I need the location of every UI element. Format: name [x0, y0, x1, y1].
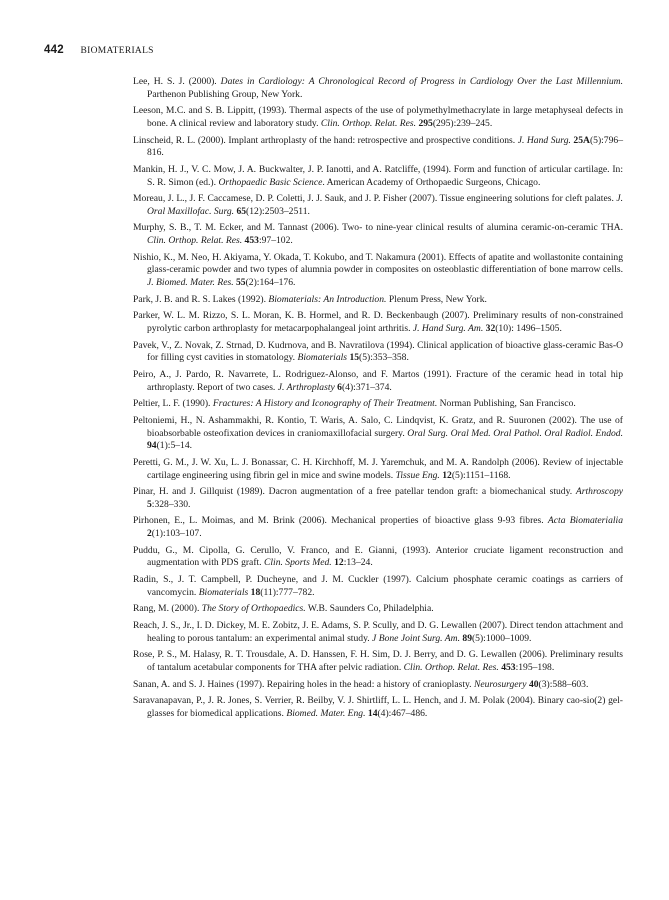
reference-text: (4):467–486.	[377, 707, 428, 719]
reference-title: Clin. Sports Med.	[263, 557, 332, 569]
reference-text: (5):1000–1009.	[471, 632, 532, 644]
reference-entry	[133, 679, 623, 692]
reference-title: Tissue Eng.	[395, 469, 440, 481]
reference-title: Biomaterials	[198, 586, 249, 598]
reference-text: (12):2503–2511.	[246, 205, 310, 217]
reference-entry	[133, 486, 623, 511]
reference-text: (11):777–782.	[260, 586, 315, 598]
reference-title: J. Oral Maxillofac. Surg.	[147, 193, 623, 217]
reference-title: Arthroscopy	[575, 486, 623, 498]
reference-entry	[133, 135, 623, 160]
page-header	[44, 44, 154, 56]
reference-text: Peiro, A., J. Pardo, R. Navarrete, L. Rodriguez-Alonso, and F. Martos (1991). Fracture of the ceramic head in total hip arthroplasty. Report of two cases.	[133, 368, 623, 393]
reference-title: Neurosurgery	[473, 678, 527, 690]
reference-text: . American Academy of Orthopaedic Surgeons, Chicago.	[322, 176, 541, 188]
reference-entry	[133, 515, 623, 540]
reference-text: Rang, M. (2000).	[133, 603, 202, 615]
reference-title: J. Biomed. Mater. Res.	[147, 277, 234, 289]
reference-entry	[133, 222, 623, 247]
reference-text: :195–198.	[515, 661, 555, 673]
reference-text: Saravanapavan, P., J. R. Jones, S. Verrier, R. Beilby, V. J. Shirtliff, L. L. Hench, and J. M. Polak (2004). Binary cao-sio(2) gel-glasses for biomedical applications.	[133, 695, 623, 719]
reference-title: J. Hand Surg.	[517, 134, 571, 146]
reference-entry	[133, 457, 623, 482]
reference-title: Fractures: A History and Iconography of Their Treatment.	[212, 398, 438, 410]
reference-entry	[133, 649, 623, 674]
reference-text: Peretti, G. M., J. W. Xu, L. J. Bonassar, C. H. Kirchhoff, M. J. Yaremchuk, and M. A. Randolph (2006). Review of injectable cartilage engineering using fibrin gel in mice and swine models.	[133, 456, 623, 481]
reference-title: Clin. Orthop. Relat. Res.	[320, 118, 417, 129]
reference-text: Lee, H. S. J. (2000).	[133, 76, 221, 87]
reference-title: J. Arthroplasty	[277, 381, 335, 393]
reference-text: (3):588–603.	[538, 678, 589, 690]
reference-entry	[133, 398, 623, 411]
reference-title: Clin. Orthop. Relat. Res.	[147, 235, 243, 247]
reference-text: (5):353–358.	[359, 352, 409, 364]
reference-text: Puddu, G., M. Cipolla, G. Cerullo, V. Franco, and E. Gianni, (1993). Anterior cruciate ligament reconstruction and augmentation with PDS graft.	[133, 544, 623, 569]
reference-text: (4):371–374.	[341, 381, 392, 393]
reference-entry	[133, 76, 623, 101]
reference-volume: 5	[147, 498, 152, 510]
reference-text: Park, J. B. and R. S. Lakes (1992).	[133, 293, 269, 305]
reference-entry	[133, 294, 623, 307]
reference-title: Oral Surg. Oral Med. Oral Pathol. Oral Radiol. Endod.	[407, 427, 624, 439]
reference-volume: 32	[485, 323, 496, 335]
reference-title: Clin. Orthop. Relat. Res.	[403, 661, 499, 673]
reference-text: Moreau, J. L., J. F. Caccamese, D. P. Coletti, J. J. Sauk, and J. P. Fisher (2007). Tissue engineering solutions for cleft palates.	[133, 193, 617, 205]
reference-text: Plenum Press, New York.	[386, 293, 487, 305]
reference-entry	[133, 415, 623, 453]
reference-volume: 295	[418, 118, 433, 129]
reference-text: Norman Publishing, San Francisco.	[437, 398, 576, 410]
reference-title: Dates in Cardiology: A Chronological Record of Progress in Cardiology Over the Last Millennium.	[220, 76, 624, 87]
reference-text: Peltoniemi, H., N. Ashammakhi, R. Kontio, T. Waris, A. Salo, C. Lindqvist, K. Gratz, and R. Suuronen (2002). The use of bioabsorbable osteofixation devices in craniomaxillofacial surgery.	[133, 414, 623, 439]
running-head: BIOMATERIALS	[80, 46, 154, 56]
reference-entry	[133, 369, 623, 394]
reference-volume: 89	[462, 632, 472, 644]
reference-title: Biomaterials: An Introduction.	[268, 293, 387, 305]
reference-text: :328–330.	[151, 498, 191, 510]
reference-volume: 453	[244, 235, 259, 247]
reference-text: Radin, S., J. T. Campbell, P. Ducheyne, and J. M. Cuckler (1997). Calcium phosphate ceramic coatings as carriers of vancomycin.	[133, 574, 623, 598]
reference-volume: 40	[528, 678, 539, 690]
reference-text: Linscheid, R. L. (2000). Implant arthroplasty of the hand: retrospective and prospective conditions.	[133, 134, 518, 146]
reference-volume: 6	[337, 381, 342, 393]
reference-title: J Bone Joint Surg. Am.	[372, 632, 460, 644]
reference-text: Mankin, H. J., V. C. Mow, J. A. Buckwalter, J. P. Ianotti, and A. Ratcliffe, (1994). Form and function of articular cartilage. In: S. R. Simon (ed.).	[133, 163, 623, 188]
reference-volume: 14	[367, 707, 378, 719]
reference-entry	[133, 545, 623, 570]
reference-volume: 2	[147, 528, 152, 540]
reference-volume: 25A	[573, 134, 590, 146]
reference-text: Peltier, L. F. (1990).	[133, 398, 213, 410]
reference-volume: 55	[236, 277, 246, 289]
reference-volume: 15	[349, 352, 360, 364]
reference-entry	[133, 252, 623, 290]
reference-entry	[133, 105, 623, 130]
reference-text: W.B. Saunders Co, Philadelphia.	[305, 603, 434, 615]
reference-volume: 18	[250, 586, 261, 598]
reference-entry	[133, 164, 623, 189]
reference-text: Rose, P. S., M. Halasy, R. T. Trousdale, A. D. Hanssen, F. H. Sim, D. J. Berry, and D. G. Lewallen (2006). Preliminary results of tantalum acetabular components for THA after pelvic radiation.	[133, 649, 623, 673]
reference-text: Pavek, V., Z. Novak, Z. Strnad, D. Kudrnova, and B. Navratilova (1994). Clinical application of bioactive glass-ceramic Bas-O for filling cyst cavities in stomatology.	[133, 339, 623, 364]
reference-volume: 12	[442, 469, 452, 481]
reference-text: :97–102.	[258, 235, 293, 247]
reference-entry	[133, 695, 623, 720]
reference-entry	[133, 193, 623, 218]
reference-text: Parthenon Publishing Group, New York.	[147, 88, 303, 100]
reference-text: Sanan, A. and S. J. Haines (1997). Repairing holes in the head: a history of cranioplasty.	[133, 678, 474, 690]
reference-volume: 12	[334, 557, 344, 569]
reference-text: (1):103–107.	[151, 528, 202, 540]
reference-entry	[133, 620, 623, 645]
reference-text: Leeson, M.C. and S. B. Lippitt, (1993). Thermal aspects of the use of polymethylmethacrylate in large metaphyseal defects in bone. A clinical review and laboratory study.	[133, 105, 623, 129]
reference-volume: 65	[236, 205, 247, 217]
reference-title: Biomed. Mater. Eng.	[286, 707, 366, 719]
reference-title: J. Hand Surg. Am.	[412, 323, 484, 335]
reference-text: (5):796–816.	[147, 134, 623, 159]
reference-text: (1):5–14.	[156, 440, 193, 452]
reference-text: Pinar, H. and J. Gillquist (1989). Dacron augmentation of a free patellar tendon graft: a biomechanical study.	[133, 486, 576, 498]
reference-text: Nishio, K., M. Neo, H. Akiyama, Y. Okada, T. Kokubo, and T. Nakamura (2001). Effects of apatite and wollastonite containing glass-ceramic powder and two types of alumnia powder in composites on osteoblastic differentiation of bone marrow cells.	[133, 251, 623, 276]
reference-text: (2):164–176.	[245, 277, 296, 289]
reference-text: :13–24.	[343, 557, 373, 569]
reference-volume: 453	[501, 661, 516, 673]
reference-volume: 94	[147, 440, 157, 452]
reference-entry	[133, 574, 623, 599]
reference-text: (295):239–245.	[432, 118, 493, 129]
reference-text: Reach, J. S., Jr., I. D. Dickey, M. E. Zobitz, J. E. Adams, S. P. Scully, and D. G. Lewallen (2007). Direct tendon attachment and healing to porous tantalum: an experimental animal study.	[133, 619, 623, 644]
reference-text: (5):1151–1168.	[451, 469, 511, 481]
reference-entry	[133, 310, 623, 335]
reference-text: (10): 1496–1505.	[495, 323, 562, 335]
reference-title: Biomaterials	[297, 352, 348, 364]
reference-text: Parker, W. L. M. Rizzo, S. L. Moran, K. B. Hormel, and R. D. Beckenbaugh (2007). Preliminary results of non-constrained pyrolytic carbon arthroplasty for metacarpophalangeal joint arthritis.	[133, 310, 623, 335]
reference-list	[133, 76, 623, 724]
reference-text: Pirhonen, E., L. Moimas, and M. Brink (2006). Mechanical properties of bioactive glass 9-93 fibres.	[133, 515, 548, 527]
reference-title: Orthopaedic Basic Science	[218, 176, 323, 188]
reference-title: Acta Biomaterialia	[547, 515, 623, 527]
reference-title: The Story of Orthopaedics.	[201, 603, 306, 615]
reference-entry	[133, 603, 623, 616]
reference-entry	[133, 340, 623, 365]
reference-text: Murphy, S. B., T. M. Ecker, and M. Tannast (2006). Two- to nine-year clinical results of alumina ceramic-on-ceramic THA.	[133, 222, 623, 234]
page-number: 442	[44, 44, 64, 56]
